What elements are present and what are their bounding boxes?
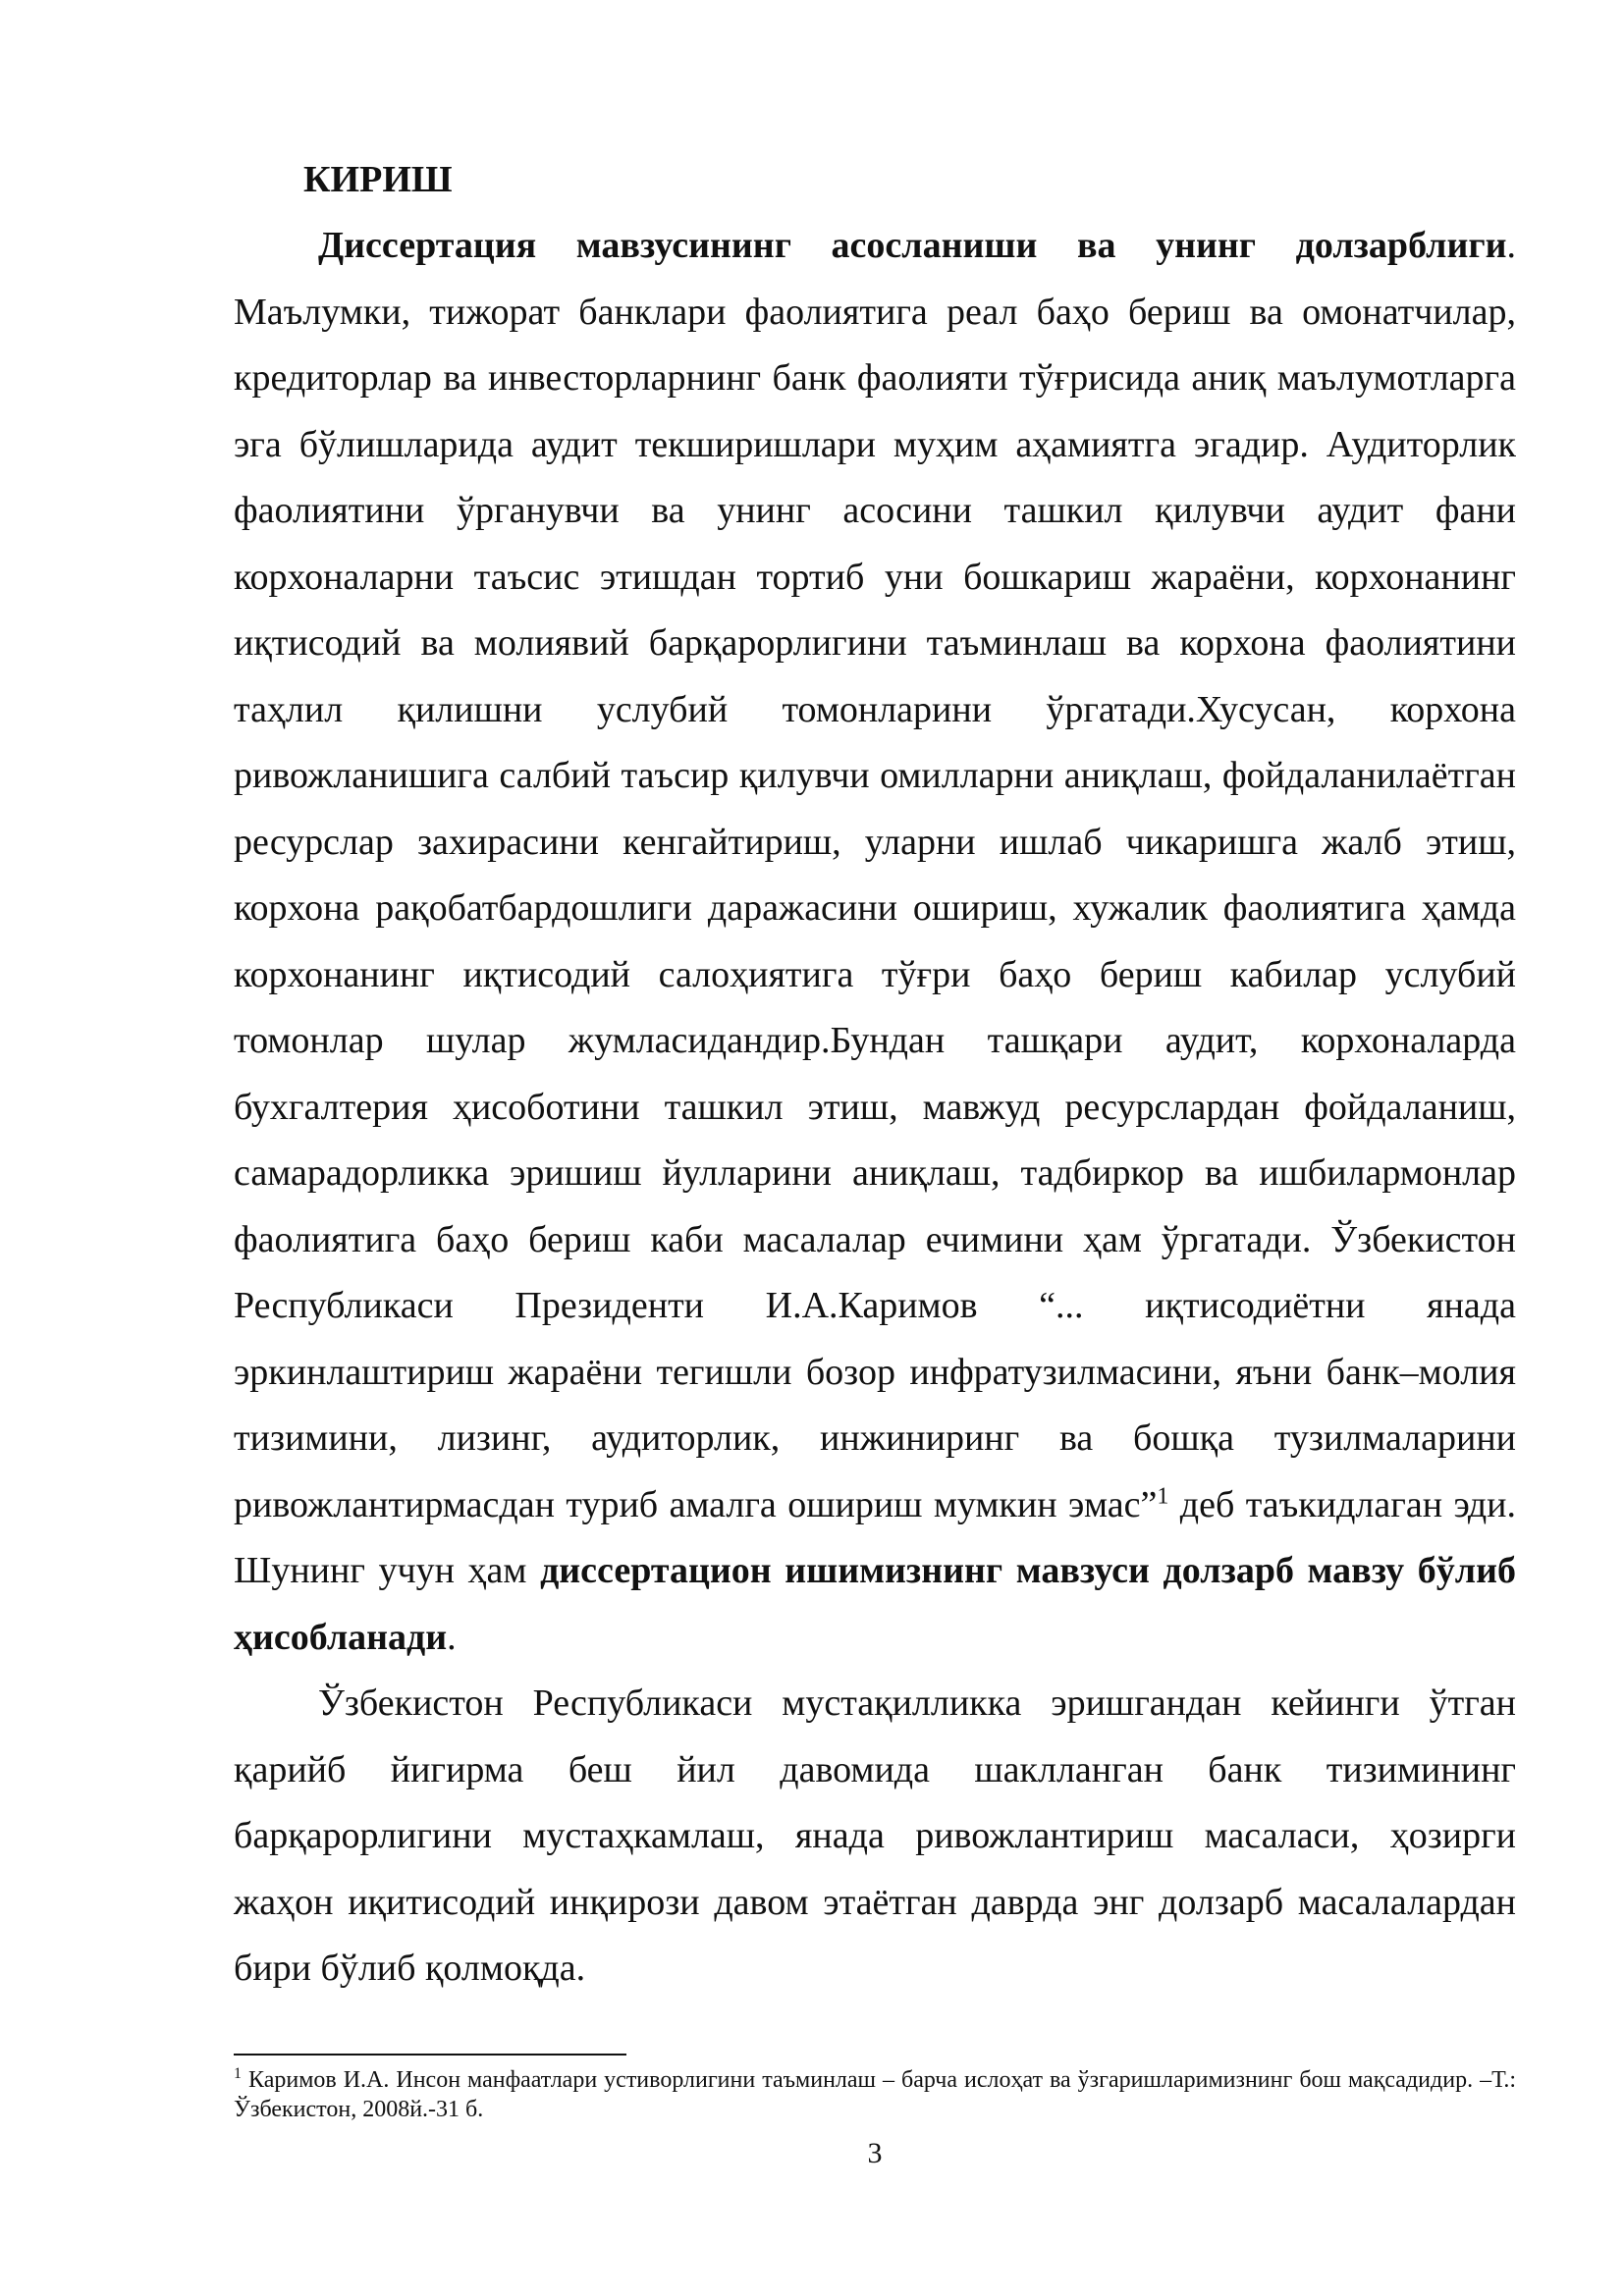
paragraph-lead-punct: .	[1506, 225, 1516, 266]
footnote	[234, 2065, 1516, 2124]
footnote-separator	[234, 2054, 626, 2056]
footnote-text: Каримов И.А. Инсон манфаатлари устиворлигини таъминлаш – барча ислоҳат ва ўзгаришларимизнинг бош мақсадидир. –Т.: Ўзбекистон, 2008й.-31 б.	[234, 2067, 1516, 2122]
paragraph-body-b: деб таъкидлаган эди. Шунинг учун ҳам	[234, 1483, 1516, 1591]
document-page	[234, 147, 1516, 2002]
footnote-reference[interactable]: 1	[1157, 1482, 1169, 1509]
page-number: 3	[867, 2137, 883, 2169]
footnote-marker: 1	[234, 2065, 242, 2082]
section-heading: КИРИШ	[303, 159, 453, 200]
paragraph-tail-punct: .	[447, 1616, 457, 1658]
paragraph-tail-bold: диссертацион ишимизнинг мавзуси долзарб мавзу бўлиб ҳисобланади	[234, 1550, 1516, 1658]
paragraph-banking-system: Ўзбекистон Республикаси мустақилликка эришгандан кейинги ўтган қарийб йигирма беш йил давомида шаклланган банк тизимининг барқарорлигини мустаҳкамлаш, янада ривожлантириш масаласи, ҳозирги жаҳон иқитисодий инқирози давом этаётган даврда энг долзарб масалалардан бири бўлиб қолмоқда.	[234, 1682, 1516, 1989]
paragraph-lead-bold: Диссертация мавзусининг асосланиши ва унинг долзарблиги	[318, 225, 1507, 266]
paragraph-body-a: Маълумки, тижорат банклари фаолиятига реал баҳо бериш ва омонатчилар, кредиторлар ва инвесторларнинг банк фаолияти тўғрисида аниқ маълумотларга эга бўлишларида аудит текширишлари муҳим аҳамиятга эгадир. Аудиторлик фаолиятини ўрганувчи ва унинг асосини ташкил қилувчи аудит фани корхоналарни таъсис этишдан тортиб уни бошкариш жараёни, корхонанинг иқтисодий ва молиявий барқарорлигини таъминлаш ва корхона фаолиятини таҳлил қилишни услубий томонларини ўргатади.Хусусан, корхона ривожланишига салбий таъсир қилувчи омилларни аниқлаш, фойдаланилаётган ресурслар захирасини кенгайтириш, уларни ишлаб чикаришга жалб этиш, корхона рақобатбардошлиги даражасини ошириш, хужалик фаолиятига ҳамда корхонанинг иқтисодий салоҳиятига тўғри баҳо бериш кабилар услубий томонлар шулар жумласидандир.Бундан ташқари аудит, корхоналарда бухгалтерия ҳисоботини ташкил этиш, мавжуд ресурслардан фойдаланиш, самарадорликка эришиш йулларини аниқлаш, тадбиркор ва ишбилармонлар фаолиятига баҳо бериш каби масалалар ечимини ҳам ўргатади. Ўзбекистон Республикаси Президенти И.А.Каримов “... иқтисодиётни янада эркинлаштириш жараёни тегишли бозор инфратузилмасини, яъни банк–молия тизимини, лизинг, аудиторлик, инжиниринг ва бошқа тузилмаларини ривожлантирмасдан туриб амалга ошириш мумкин эмас”	[234, 291, 1516, 1525]
paragraph-relevance	[234, 213, 1516, 1671]
